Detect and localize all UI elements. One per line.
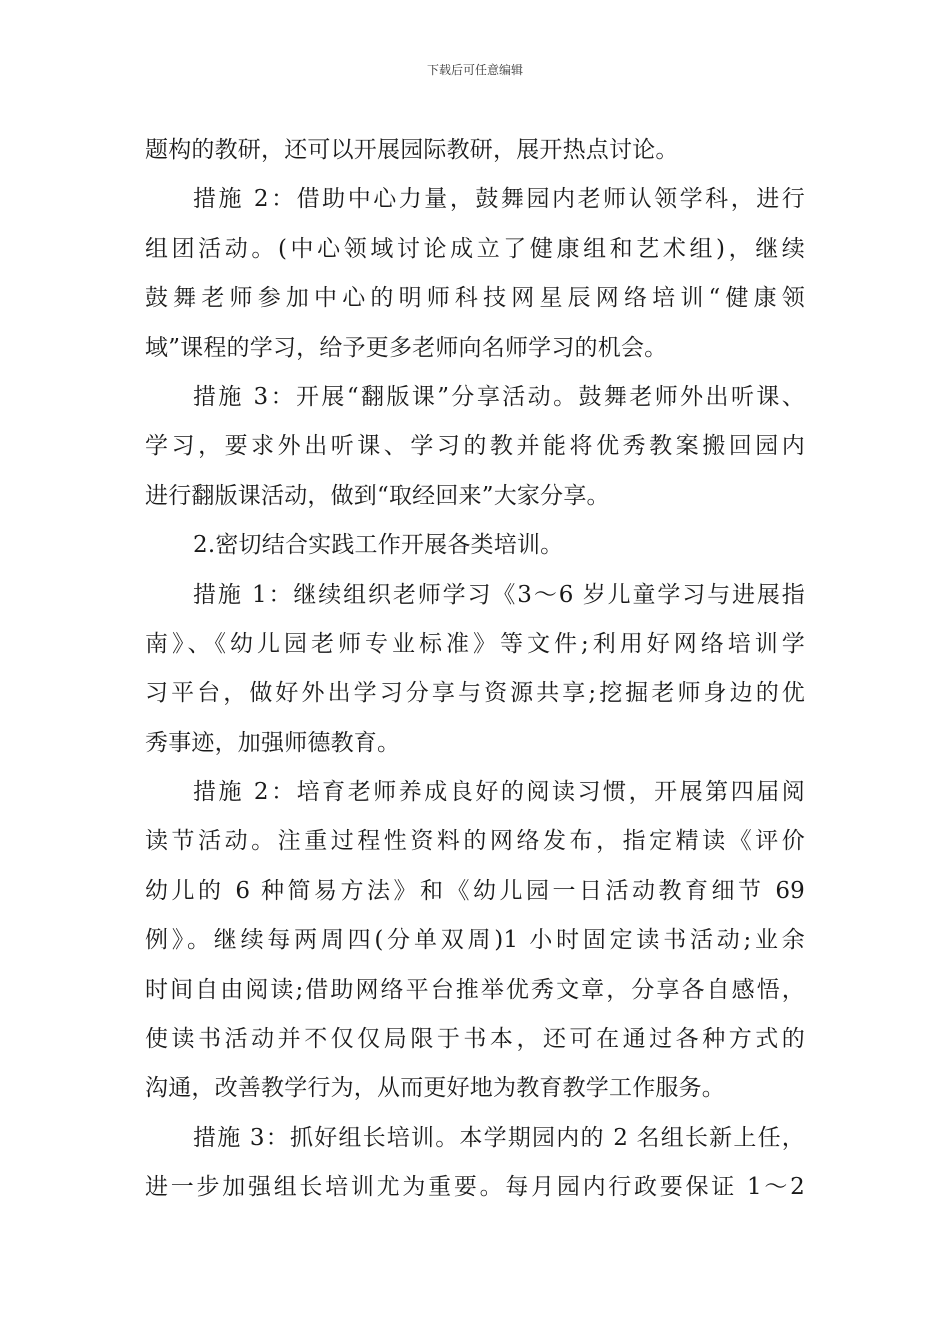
text-line: 学习，要求外出听课、学习的教并能将优秀教案搬回园内 [145,433,805,460]
text-line: 域”课程的学习，给予更多老师向名师学习的机会。 [145,334,668,361]
text-line: 题构的教研，还可以开展园际教研，展开热点讨论。 [145,137,679,163]
text-line: 使读书活动并不仅仅局限于书本，还可在通过各种方式的 [145,1026,805,1053]
page-header-note: 下载后可任意编辑 [426,63,523,77]
text-line: 习平台，做好外出学习分享与资源共享;挖掘老师身边的优 [145,680,805,707]
text-line: 读节活动。注重过程性资料的网络发布，指定精读《评价 [145,828,805,855]
text-line: 例》。继续每两周四(分单双周)1 小时固定读书活动;业余 [145,927,805,954]
text-line: 措施 3：抓好组长培训。本学期园内的 2 名组长新上任， [193,1124,805,1151]
text-line: 沟通，改善教学行为，从而更好地为教育教学工作服务。 [145,1075,725,1102]
text-line: 进一步加强组长培训尤为重要。每月园内行政要保证 1～2 [145,1174,805,1201]
text-line: 2.密切结合实践工作开展各类培训。 [193,532,564,559]
text-line: 进行翻版课活动，做到“取经回来”大家分享。 [145,482,610,509]
document-body [145,126,805,1213]
text-line: 组团活动。(中心领域讨论成立了健康组和艺术组)，继续 [145,235,805,262]
text-line: 秀事迹，加强师德教育。 [145,729,401,756]
text-line: 南》、《幼儿园老师专业标准》等文件;利用好网络培训学 [145,630,805,657]
text-line: 时间自由阅读;借助网络平台推举优秀文章，分享各自感悟， [145,976,805,1003]
text-line: 措施 3：开展“翻版课”分享活动。鼓舞老师外出听课、 [193,383,805,410]
text-line: 幼儿的 6 种简易方法》和《幼儿园一日活动教育细节 69 [145,877,805,904]
text-line: 措施 1：继续组织老师学习《3～6 岁儿童学习与进展指 [193,581,805,608]
text-line: 措施 2：培育老师养成良好的阅读习惯，开展第四届阅 [193,779,805,806]
text-line: 措施 2：借助中心力量，鼓舞园内老师认领学科，进行 [193,186,805,213]
text-line: 鼓舞老师参加中心的明师科技网星辰网络培训“健康领 [145,285,805,312]
